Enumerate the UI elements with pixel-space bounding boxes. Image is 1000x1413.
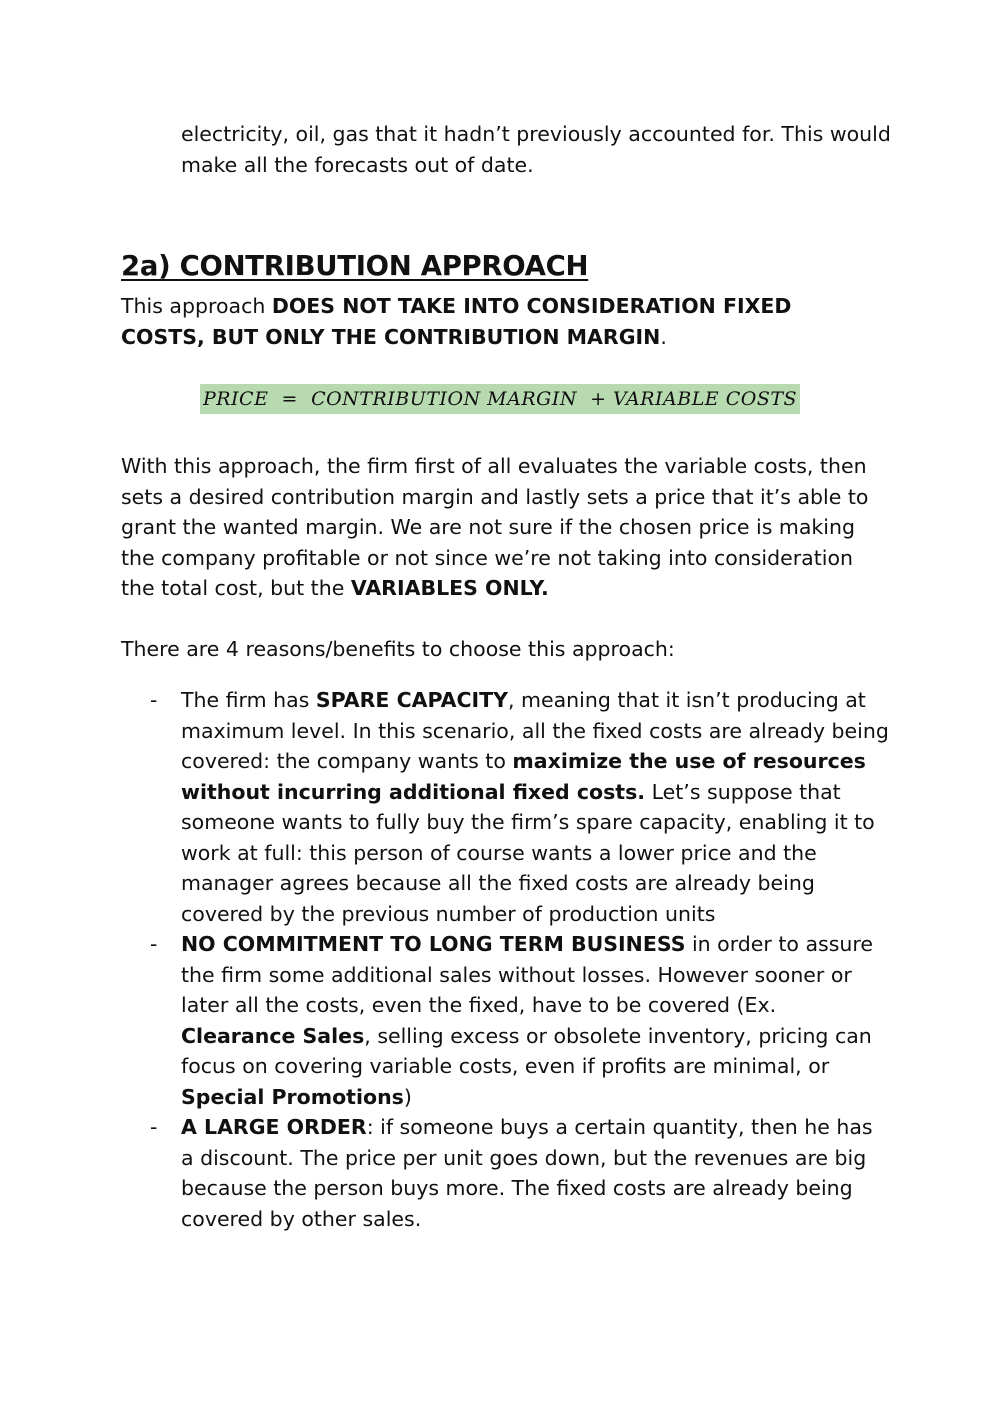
section-intro xyxy=(121,291,881,352)
formula-row xyxy=(0,384,1000,414)
item-text: The firm has xyxy=(181,688,316,712)
item-emphasis: SPARE CAPACITY xyxy=(315,688,508,712)
list-item xyxy=(121,929,891,1112)
intro-text: This approach xyxy=(121,294,272,318)
item-emphasis: maximize the use of resources without incurring additional fixed costs. xyxy=(181,749,866,804)
list-dash: - xyxy=(150,932,158,956)
formula-equals: = xyxy=(281,388,298,410)
intro-period: . xyxy=(660,324,667,349)
item-text: , meaning that it isn’t producing at maximum level. In this scenario, all the fixed costs are already being covered: the company wants to xyxy=(181,688,889,773)
item-text: in order to assure the firm some additional sales without losses. However sooner or later all the costs, even the fixed, have to be covered (Ex. xyxy=(181,932,873,1017)
intro-emphasis: DOES NOT TAKE INTO CONSIDERATION FIXED COSTS, BUT ONLY THE CONTRIBUTION MARGIN xyxy=(121,294,792,349)
reasons-list xyxy=(121,685,891,1234)
section-heading: 2a) CONTRIBUTION APPROACH xyxy=(121,250,589,282)
reasons-intro: There are 4 reasons/benefits to choose this approach: xyxy=(121,637,675,661)
item-emphasis: Special Promotions xyxy=(181,1084,404,1109)
list-dash: - xyxy=(150,688,158,712)
item-emphasis: NO COMMITMENT TO LONG TERM BUSINESS xyxy=(181,932,686,956)
formula-contribution-margin: CONTRIBUTION MARGIN xyxy=(311,388,577,410)
list-item xyxy=(121,1112,891,1234)
item-text: ) xyxy=(403,1084,412,1109)
explanation-emphasis: VARIABLES ONLY. xyxy=(350,576,549,600)
continuation-text: electricity, oil, gas that it hadn’t previously accounted for. This would make all the forecasts out of date. xyxy=(181,122,891,177)
item-text: , selling excess or obsolete inventory, pricing can focus on covering variable costs, even if profits are minimal, or xyxy=(181,1023,872,1078)
formula-plus: + xyxy=(590,388,607,410)
list-item xyxy=(121,685,891,929)
explanation-paragraph xyxy=(121,451,891,604)
explanation-text: With this approach, the firm first of all evaluates the variable costs, then sets a desired contribution margin and lastly sets a price that it’s able to grant the wanted margin. We are not sure if the chosen price is making the company profitable or not since we’re not taking into consideration the total cost, but the xyxy=(121,454,869,600)
formula-price: PRICE xyxy=(202,388,269,410)
price-formula xyxy=(200,384,800,414)
item-emphasis: A LARGE ORDER xyxy=(181,1115,367,1139)
item-emphasis: Clearance Sales xyxy=(181,1023,365,1048)
item-text: Let’s suppose that someone wants to fully buy the firm’s spare capacity, enabling it to work at full: this person of course wants a lower price and the manager agrees because all the fixed costs are already being covered by the previous number of production units xyxy=(181,779,875,926)
item-text: : if someone buys a certain quantity, then he has a discount. The price per unit goes down, but the revenues are big because the person buys more. The fixed costs are already being covered by other sales. xyxy=(181,1115,873,1231)
list-dash: - xyxy=(150,1115,158,1139)
formula-variable-costs: VARIABLE COSTS xyxy=(613,388,798,410)
